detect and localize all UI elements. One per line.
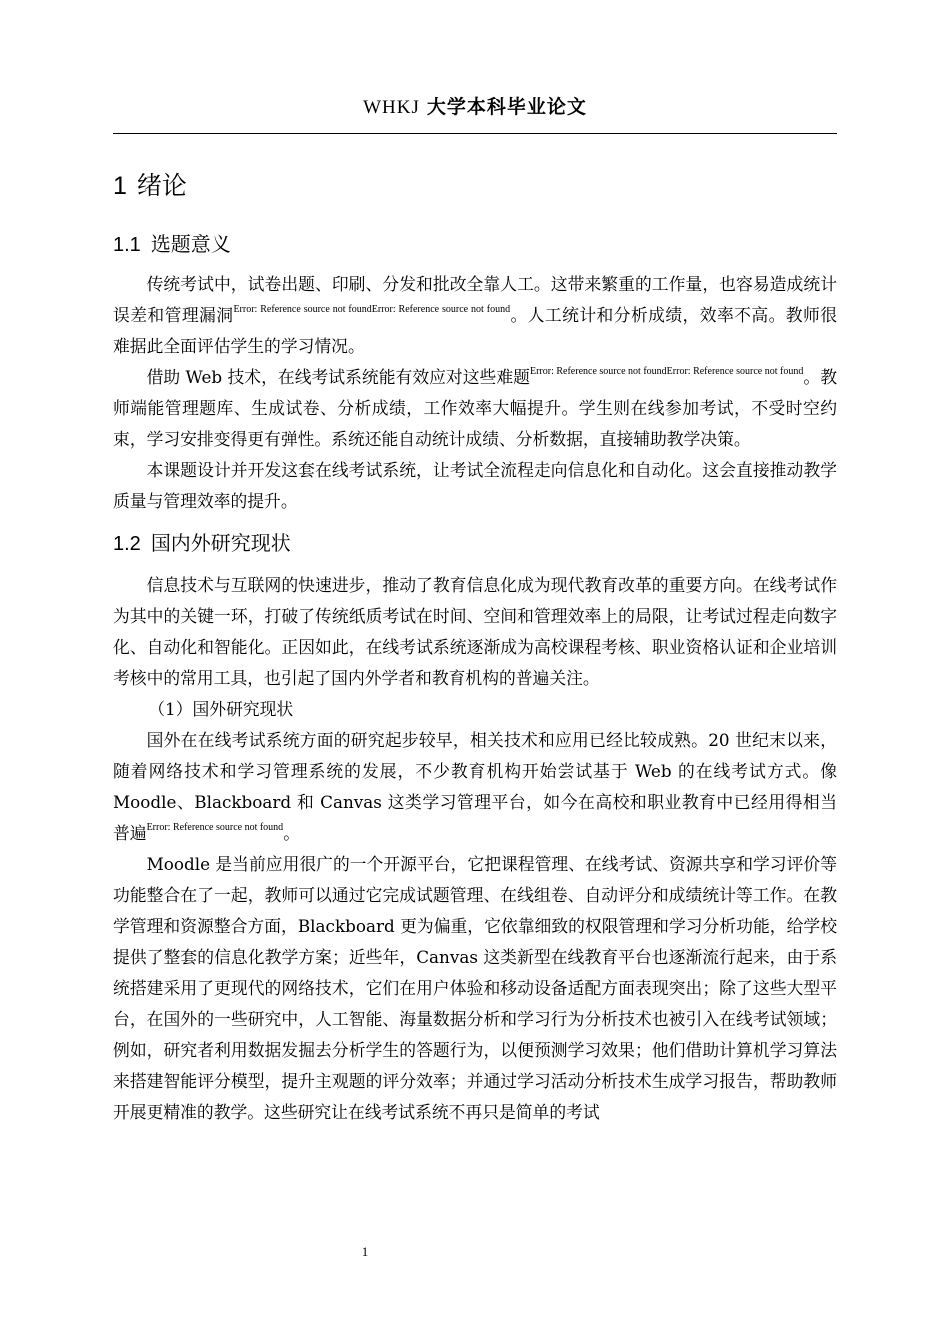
chapter-title: 绪论	[136, 171, 187, 200]
paragraph-text: 传统考试中，试卷出题、印刷、分发和批改全靠人工。这带来繁重的工作量，也容易造成统计误差和管理漏洞	[113, 274, 837, 325]
running-header	[113, 92, 837, 119]
paragraph	[113, 725, 837, 849]
header-rule	[113, 133, 837, 134]
paragraph-text: 。	[283, 823, 300, 843]
paragraph-text: 国外在在线考试系统方面的研究起步较早，相关技术和应用已经比较成熟。20 世纪末以来，随着网络技术和学习管理系统的发展，不少教育机构开始尝试基于 Web 的在线考试方式。像 Moodle、Blackboard 和 Canvas 这类学习管理平台，如今在高校和职业教育中已经用得相当普遍	[113, 730, 837, 843]
paragraph-text: 。人工统计和分析成绩，效率不高。教师很难据此全面评估学生的学习情况。	[113, 305, 837, 356]
paragraph-text: 信息技术与互联网的快速进步，推动了教育信息化成为现代教育改革的重要方向。在线考试作为其中的关键一环，打破了传统纸质考试在时间、空间和管理效率上的局限，让考试过程走向数字化、自动化和智能化。正因如此，在线考试系统逐渐成为高校课程考核、职业资格认证和企业培训考核中的常用工具，也引起了国内外学者和教育机构的普遍关注。	[113, 575, 837, 688]
paragraph-text: 本课题设计并开发这套在线考试系统，让考试全流程走向信息化和自动化。这会直接推动教学质量与管理效率的提升。	[113, 460, 837, 511]
paragraph	[113, 849, 837, 1128]
paragraph	[113, 362, 837, 455]
subsection-label-text: （1）国外研究现状	[148, 699, 294, 719]
section-heading-1-2	[113, 527, 837, 560]
page-number: 1	[361, 1244, 369, 1259]
paragraph	[113, 455, 837, 517]
page-content	[113, 168, 837, 1128]
paragraph-text: 。教师端能管理题库、生成试卷、分析成绩，工作效率大幅提升。学生则在线参加考试，不受时空约束，学习安排变得更有弹性。系统还能自动统计成绩、分析数据，直接辅助教学决策。	[113, 367, 837, 449]
reference-error: Error: Reference source not found	[146, 822, 284, 833]
header-title: 大学本科毕业论文	[426, 96, 587, 118]
section-number: 1.2	[113, 533, 141, 555]
reference-error: Error: Reference source not foundError: Reference source not found	[233, 304, 511, 315]
chapter-number: 1	[113, 172, 127, 200]
header-brand: WHKJ	[363, 97, 420, 118]
section-number: 1.1	[113, 234, 141, 256]
paragraph	[113, 269, 837, 362]
paragraph	[113, 570, 837, 694]
reference-error: Error: Reference source not foundError: Reference source not found	[529, 366, 804, 377]
section-heading-1-1	[113, 228, 837, 261]
section-title: 国内外研究现状	[150, 531, 291, 555]
paragraph-text: 借助 Web 技术，在线考试系统能有效应对这些难题	[146, 367, 530, 387]
section-title: 选题意义	[150, 232, 231, 256]
subsection-label	[113, 694, 837, 725]
paragraph-text: Moodle 是当前应用很广的一个开源平台，它把课程管理、在线考试、资源共享和学习评价等功能整合在了一起，教师可以通过它完成试题管理、在线组卷、自动评分和成绩统计等工作。在教学管理和资源整合方面，Blackboard 更为偏重，它依靠细致的权限管理和学习分析功能，给学校提供了整套的信息化教学方案；近些年，Canvas 这类新型在线教育平台也逐渐流行起来，由于系统搭建采用了更现代的网络技术，它们在用户体验和移动设备适配方面表现突出；除了这些大型平台，在国外的一些研究中，人工智能、海量数据分析和学习行为分析技术也被引入在线考试领域；例如，研究者利用数据发掘去分析学生的答题行为，以便预测学习效果；他们借助计算机学习算法来搭建智能评分模型，提升主观题的评分效率；并通过学习活动分析技术生成学习报告，帮助教师开展更精准的教学。这些研究让在线考试系统不再只是简单的考试	[113, 854, 837, 1122]
chapter-heading	[113, 168, 837, 204]
